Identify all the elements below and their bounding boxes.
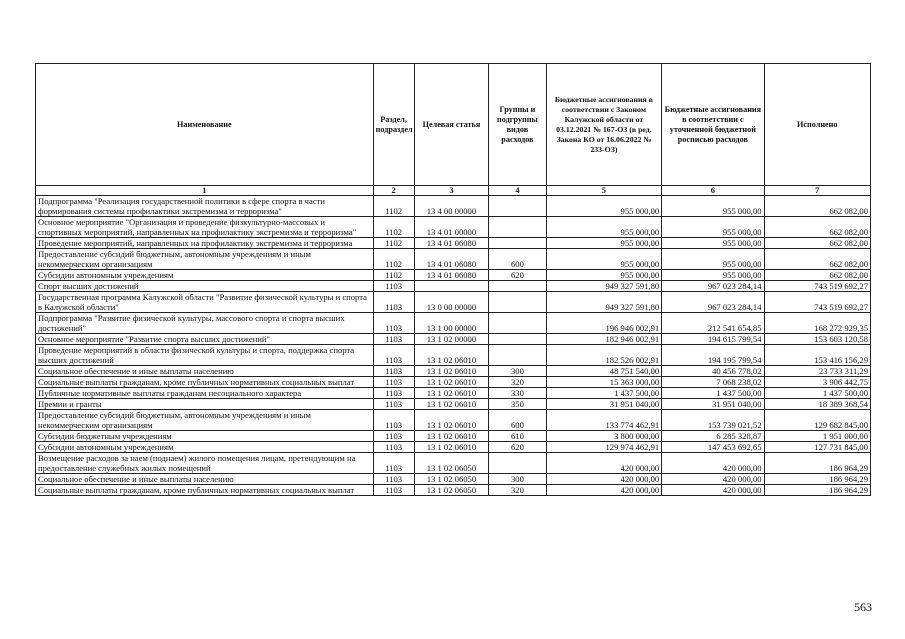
row-name: Субсидии автономным учреждениям: [36, 270, 374, 281]
row-done-amount: 662 082,00: [764, 238, 870, 249]
col-number: 7: [764, 186, 870, 196]
table-body: [36, 196, 871, 496]
row-rospis-amount: 153 739 021,52: [662, 410, 764, 431]
row-law-amount: 949 327 591,80: [546, 292, 662, 313]
row-name: Основное мероприятие "Развитие спорта высших достижений": [36, 334, 374, 345]
row-rospis-amount: 420 000,00: [662, 485, 764, 496]
row-rospis-amount: 194 615 799,54: [662, 334, 764, 345]
row-section: 1103: [373, 399, 414, 410]
row-rospis-amount: 967 023 284,14: [662, 281, 764, 292]
table-row: [36, 388, 871, 399]
row-rospis-amount: 955 000,00: [662, 196, 764, 217]
row-name: Социальное обеспечение и иные выплаты населению: [36, 366, 374, 377]
row-law-amount: 129 974 462,91: [546, 442, 662, 453]
row-group: 320: [489, 485, 546, 496]
row-name: Премии и гранты: [36, 399, 374, 410]
table-row: [36, 431, 871, 442]
col-number: 6: [662, 186, 764, 196]
row-done-amount: 743 519 692,27: [764, 281, 870, 292]
row-done-amount: 186 964,29: [764, 474, 870, 485]
table-row: [36, 196, 871, 217]
row-name: Социальное обеспечение и иные выплаты населению: [36, 474, 374, 485]
row-target: 13 1 02 06010: [414, 410, 489, 431]
row-rospis-amount: 31 951 040,00: [662, 399, 764, 410]
table-row: [36, 313, 871, 334]
row-name: Публичные нормативные выплаты гражданам несоциального характера: [36, 388, 374, 399]
row-group: 610: [489, 431, 546, 442]
row-name: Проведение мероприятий в области физической культуры и спорта, поддержка спорта высших достижений: [36, 345, 374, 366]
row-law-amount: 31 951 040,00: [546, 399, 662, 410]
row-group: [489, 292, 546, 313]
row-done-amount: 186 964,29: [764, 485, 870, 496]
col-number: 4: [489, 186, 546, 196]
table-row: [36, 249, 871, 270]
col-number: 2: [373, 186, 414, 196]
header-done: Исполнено: [764, 64, 870, 186]
row-target: 13 1 02 06010: [414, 442, 489, 453]
row-group: [489, 217, 546, 238]
row-done-amount: 662 082,00: [764, 196, 870, 217]
row-group: 300: [489, 474, 546, 485]
row-group: 350: [489, 399, 546, 410]
row-group: [489, 238, 546, 249]
row-target: 13 1 00 00000: [414, 313, 489, 334]
row-target: 13 4 01 06080: [414, 270, 489, 281]
row-target: 13 4 00 00000: [414, 196, 489, 217]
row-section: 1103: [373, 313, 414, 334]
row-rospis-amount: 955 000,00: [662, 270, 764, 281]
row-name: Государственная программа Калужской области "Развитие физической культуры и спорта в Калужской области": [36, 292, 374, 313]
table-row: [36, 377, 871, 388]
row-section: 1103: [373, 366, 414, 377]
row-done-amount: 1 951 000,00: [764, 431, 870, 442]
row-law-amount: 955 000,00: [546, 217, 662, 238]
row-section: 1103: [373, 345, 414, 366]
row-target: 13 1 02 06010: [414, 399, 489, 410]
header-groups: Группы и подгруппы видов расходов: [489, 64, 546, 186]
row-section: 1102: [373, 196, 414, 217]
row-done-amount: 662 082,00: [764, 270, 870, 281]
row-section: 1102: [373, 249, 414, 270]
row-group: [489, 453, 546, 474]
row-group: 620: [489, 442, 546, 453]
row-done-amount: 23 733 311,29: [764, 366, 870, 377]
row-target: 13 1 02 06010: [414, 377, 489, 388]
row-name: Проведение мероприятий, направленных на профилактику экстремизма и терроризма: [36, 238, 374, 249]
row-group: 320: [489, 377, 546, 388]
row-target: 13 1 02 06010: [414, 345, 489, 366]
row-target: 13 1 02 06010: [414, 431, 489, 442]
row-section: 1103: [373, 410, 414, 431]
row-law-amount: 420 000,00: [546, 474, 662, 485]
row-law-amount: 133 774 462,91: [546, 410, 662, 431]
table-row: [36, 399, 871, 410]
header-name: Наименование: [36, 64, 374, 186]
row-rospis-amount: 212 541 654,85: [662, 313, 764, 334]
header-rospis-assignments: Бюджетные ассигнования в соответствии с уточненной бюджетной росписью расходов: [662, 64, 764, 186]
row-done-amount: 168 272 929,35: [764, 313, 870, 334]
row-rospis-amount: 1 437 500,00: [662, 388, 764, 399]
row-target: 13 4 01 00000: [414, 217, 489, 238]
row-rospis-amount: 194 195 799,54: [662, 345, 764, 366]
row-law-amount: 48 751 540,00: [546, 366, 662, 377]
row-law-amount: 955 000,00: [546, 270, 662, 281]
row-group: 600: [489, 249, 546, 270]
row-name: Субсидии бюджетным учреждениям: [36, 431, 374, 442]
header-target: Целевая статья: [414, 64, 489, 186]
row-section: 1103: [373, 442, 414, 453]
header-section: Раздел, подраздел: [373, 64, 414, 186]
row-law-amount: 182 946 002,91: [546, 334, 662, 345]
row-target: [414, 281, 489, 292]
row-done-amount: 153 603 120,58: [764, 334, 870, 345]
row-target: 13 1 02 00000: [414, 334, 489, 345]
table-row: [36, 238, 871, 249]
row-target: 13 0 00 00000: [414, 292, 489, 313]
table-row: [36, 292, 871, 313]
row-section: 1103: [373, 388, 414, 399]
header-law-assignments: Бюджетные ассигнования в соответствии с Законом Калужской области от 03.12.2021 № 167-ОЗ (в ред. Закона КО от 16.06.2022 № 233-ОЗ): [546, 64, 662, 186]
row-done-amount: 18 389 368,54: [764, 399, 870, 410]
col-number: 1: [36, 186, 374, 196]
row-law-amount: 15 363 000,00: [546, 377, 662, 388]
table-row: [36, 345, 871, 366]
row-group: 600: [489, 410, 546, 431]
row-target: 13 1 02 06050: [414, 474, 489, 485]
row-target: 13 4 01 06080: [414, 249, 489, 270]
row-law-amount: 3 800 000,00: [546, 431, 662, 442]
table-row: [36, 474, 871, 485]
row-done-amount: 662 082,00: [764, 249, 870, 270]
row-section: 1102: [373, 238, 414, 249]
row-group: [489, 345, 546, 366]
row-section: 1103: [373, 453, 414, 474]
row-done-amount: 127 731 845,00: [764, 442, 870, 453]
table-row: [36, 366, 871, 377]
row-rospis-amount: 420 000,00: [662, 474, 764, 485]
row-done-amount: 662 082,00: [764, 217, 870, 238]
row-rospis-amount: 955 000,00: [662, 217, 764, 238]
row-done-amount: 153 416 156,29: [764, 345, 870, 366]
table-row: [36, 334, 871, 345]
row-group: 330: [489, 388, 546, 399]
table-row: [36, 442, 871, 453]
row-section: 1103: [373, 474, 414, 485]
row-section: 1102: [373, 217, 414, 238]
row-target: 13 1 02 06010: [414, 388, 489, 399]
column-numbers-row: [36, 186, 871, 196]
row-rospis-amount: 955 000,00: [662, 249, 764, 270]
row-rospis-amount: 6 285 328,87: [662, 431, 764, 442]
row-done-amount: 1 437 500,00: [764, 388, 870, 399]
table-header-row: [36, 64, 871, 186]
row-target: 13 4 01 06080: [414, 238, 489, 249]
row-rospis-amount: 40 456 778,02: [662, 366, 764, 377]
row-law-amount: 196 946 002,91: [546, 313, 662, 334]
row-name: Предоставление субсидий бюджетным, автономным учреждениям и иным некоммерческим организациям: [36, 249, 374, 270]
row-group: 300: [489, 366, 546, 377]
row-target: 13 1 02 06010: [414, 366, 489, 377]
row-law-amount: 420 000,00: [546, 453, 662, 474]
row-group: [489, 281, 546, 292]
col-number: 5: [546, 186, 662, 196]
row-law-amount: 955 000,00: [546, 238, 662, 249]
table-row: [36, 485, 871, 496]
row-section: 1102: [373, 270, 414, 281]
row-done-amount: 743 519 692,27: [764, 292, 870, 313]
row-name: Социальные выплаты гражданам, кроме публичных нормативных социальных выплат: [36, 485, 374, 496]
row-name: Подпрограмма "Развитие физической культуры, массового спорта и спорта высших достижений": [36, 313, 374, 334]
table-row: [36, 410, 871, 431]
row-group: [489, 196, 546, 217]
table-row: [36, 453, 871, 474]
row-name: Субсидии автономным учреждениям: [36, 442, 374, 453]
row-section: 1103: [373, 431, 414, 442]
row-rospis-amount: 7 068 238,02: [662, 377, 764, 388]
row-target: 13 1 02 06050: [414, 485, 489, 496]
row-law-amount: 955 000,00: [546, 249, 662, 270]
row-law-amount: 955 000,00: [546, 196, 662, 217]
row-name: Возмещение расходов за наем (поднаем) жилого помещения лицам, претендующим на предоставление служебных жилых помещений: [36, 453, 374, 474]
col-number: 3: [414, 186, 489, 196]
row-law-amount: 949 327 591,80: [546, 281, 662, 292]
row-rospis-amount: 420 000,00: [662, 453, 764, 474]
row-done-amount: 129 682 845,00: [764, 410, 870, 431]
row-section: 1103: [373, 292, 414, 313]
row-section: 1103: [373, 334, 414, 345]
page-number: 563: [854, 600, 872, 614]
row-rospis-amount: 955 000,00: [662, 238, 764, 249]
row-name: Основное мероприятие "Организация и проведение физкультурно-массовых и спортивных мероприятий, направленных на профилактику экстремизма и терроризма": [36, 217, 374, 238]
row-done-amount: 186 964,29: [764, 453, 870, 474]
row-law-amount: 420 000,00: [546, 485, 662, 496]
row-name: Спорт высших достижений: [36, 281, 374, 292]
row-rospis-amount: 967 023 284,14: [662, 292, 764, 313]
row-done-amount: 3 906 442,75: [764, 377, 870, 388]
table-row: [36, 281, 871, 292]
row-law-amount: 182 526 002,91: [546, 345, 662, 366]
row-name: Социальные выплаты гражданам, кроме публичных нормативных социальных выплат: [36, 377, 374, 388]
row-group: [489, 313, 546, 334]
budget-table: [35, 63, 871, 496]
row-name: Подпрограмма "Реализация государственной политики в сфере спорта в части формирования системы профилактики экстремизма и терроризма": [36, 196, 374, 217]
table-row: [36, 270, 871, 281]
row-group: 620: [489, 270, 546, 281]
row-section: 1103: [373, 377, 414, 388]
row-section: 1103: [373, 281, 414, 292]
row-name: Предоставление субсидий бюджетным, автономным учреждениям и иным некоммерческим организациям: [36, 410, 374, 431]
row-target: 13 1 02 06050: [414, 453, 489, 474]
row-group: [489, 334, 546, 345]
row-rospis-amount: 147 453 692,65: [662, 442, 764, 453]
row-section: 1103: [373, 485, 414, 496]
table-row: [36, 217, 871, 238]
row-law-amount: 1 437 500,00: [546, 388, 662, 399]
